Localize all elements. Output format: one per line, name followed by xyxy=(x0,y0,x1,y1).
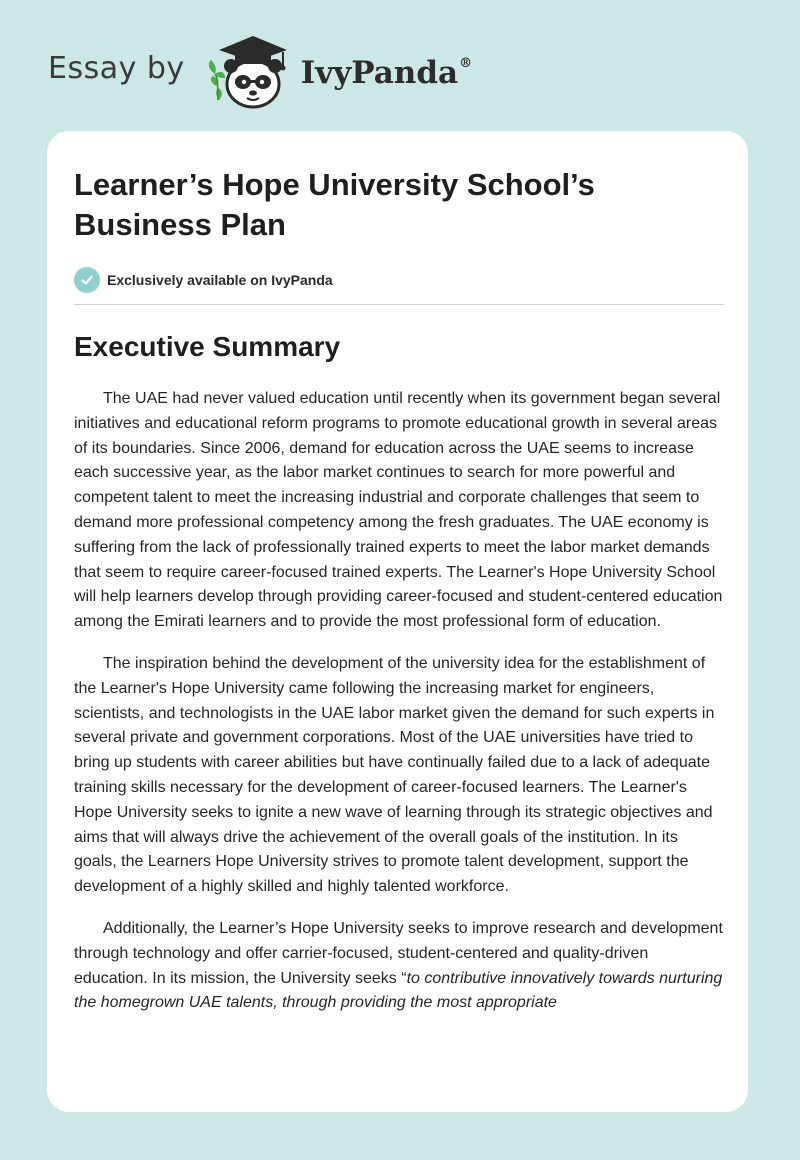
essay-card xyxy=(47,131,748,1112)
essay-content xyxy=(74,165,724,1016)
essay-by-label: Essay by xyxy=(48,50,185,86)
site-header xyxy=(48,30,472,110)
paragraph xyxy=(74,917,724,1016)
paragraph: The inspiration behind the development of the university idea for the establishment of the Learner's Hope University came following the increasing market for engineers, scientists, and technologists in the UAE labor market given the demand for such experts in several private and government corporations. Most of the UAE universities have tried to bring up students with career abilities but have continually failed due to a lack of adequate training skills necessary for the development of career-focused learners. The Learner's Hope University seeks to ignite a new wave of learning through its strategic objectives and aims that will always drive the achievement of the overall goals of the institution. In its goals, the Learners Hope University strives to promote talent development, support the development of a highly skilled and highly talented workforce. xyxy=(74,654,715,896)
divider xyxy=(74,304,724,305)
section-heading: Executive Summary xyxy=(74,331,341,362)
paragraph-lead: Additionally, the Learner’s Hope University seeks to improve research and development through technology and offer carrier-focused, student-centered and quality-driven education. In its mission, the University seeks “ xyxy=(74,919,723,987)
mission-quote: to contributive innovatively towards nurturing the homegrown UAE talents, through providing the most appropriate xyxy=(74,969,723,1012)
brand-text: IvyPanda xyxy=(300,55,459,91)
registered-mark: ® xyxy=(459,56,473,71)
brand-name[interactable] xyxy=(301,55,472,91)
panda-logo-icon[interactable] xyxy=(201,30,297,110)
badge-label: Exclusively available on IvyPanda xyxy=(107,272,333,288)
page-title: Learner’s Hope University School’s Business Plan xyxy=(74,167,595,242)
exclusive-badge xyxy=(74,267,724,293)
paragraph: The UAE had never valued education until recently when its government began several initiatives and educational reform programs to promote educational growth in several areas of its boundaries. Since 2006, demand for education across the UAE seems to increase each successive year, as the labor market continues to search for more powerful and competent talent to meet the increasing industrial and corporate challenges that seem to demand more professional competency among the fresh graduates. The UAE economy is suffering from the lack of professionally trained experts to meet the labor market demands that seem to require career-focused trained experts. The Learner's Hope University School will help learners develop through providing career-focused and student-centered education among the Emirati learners and to provide the most professional form of education. xyxy=(74,390,723,631)
check-icon xyxy=(74,267,100,293)
